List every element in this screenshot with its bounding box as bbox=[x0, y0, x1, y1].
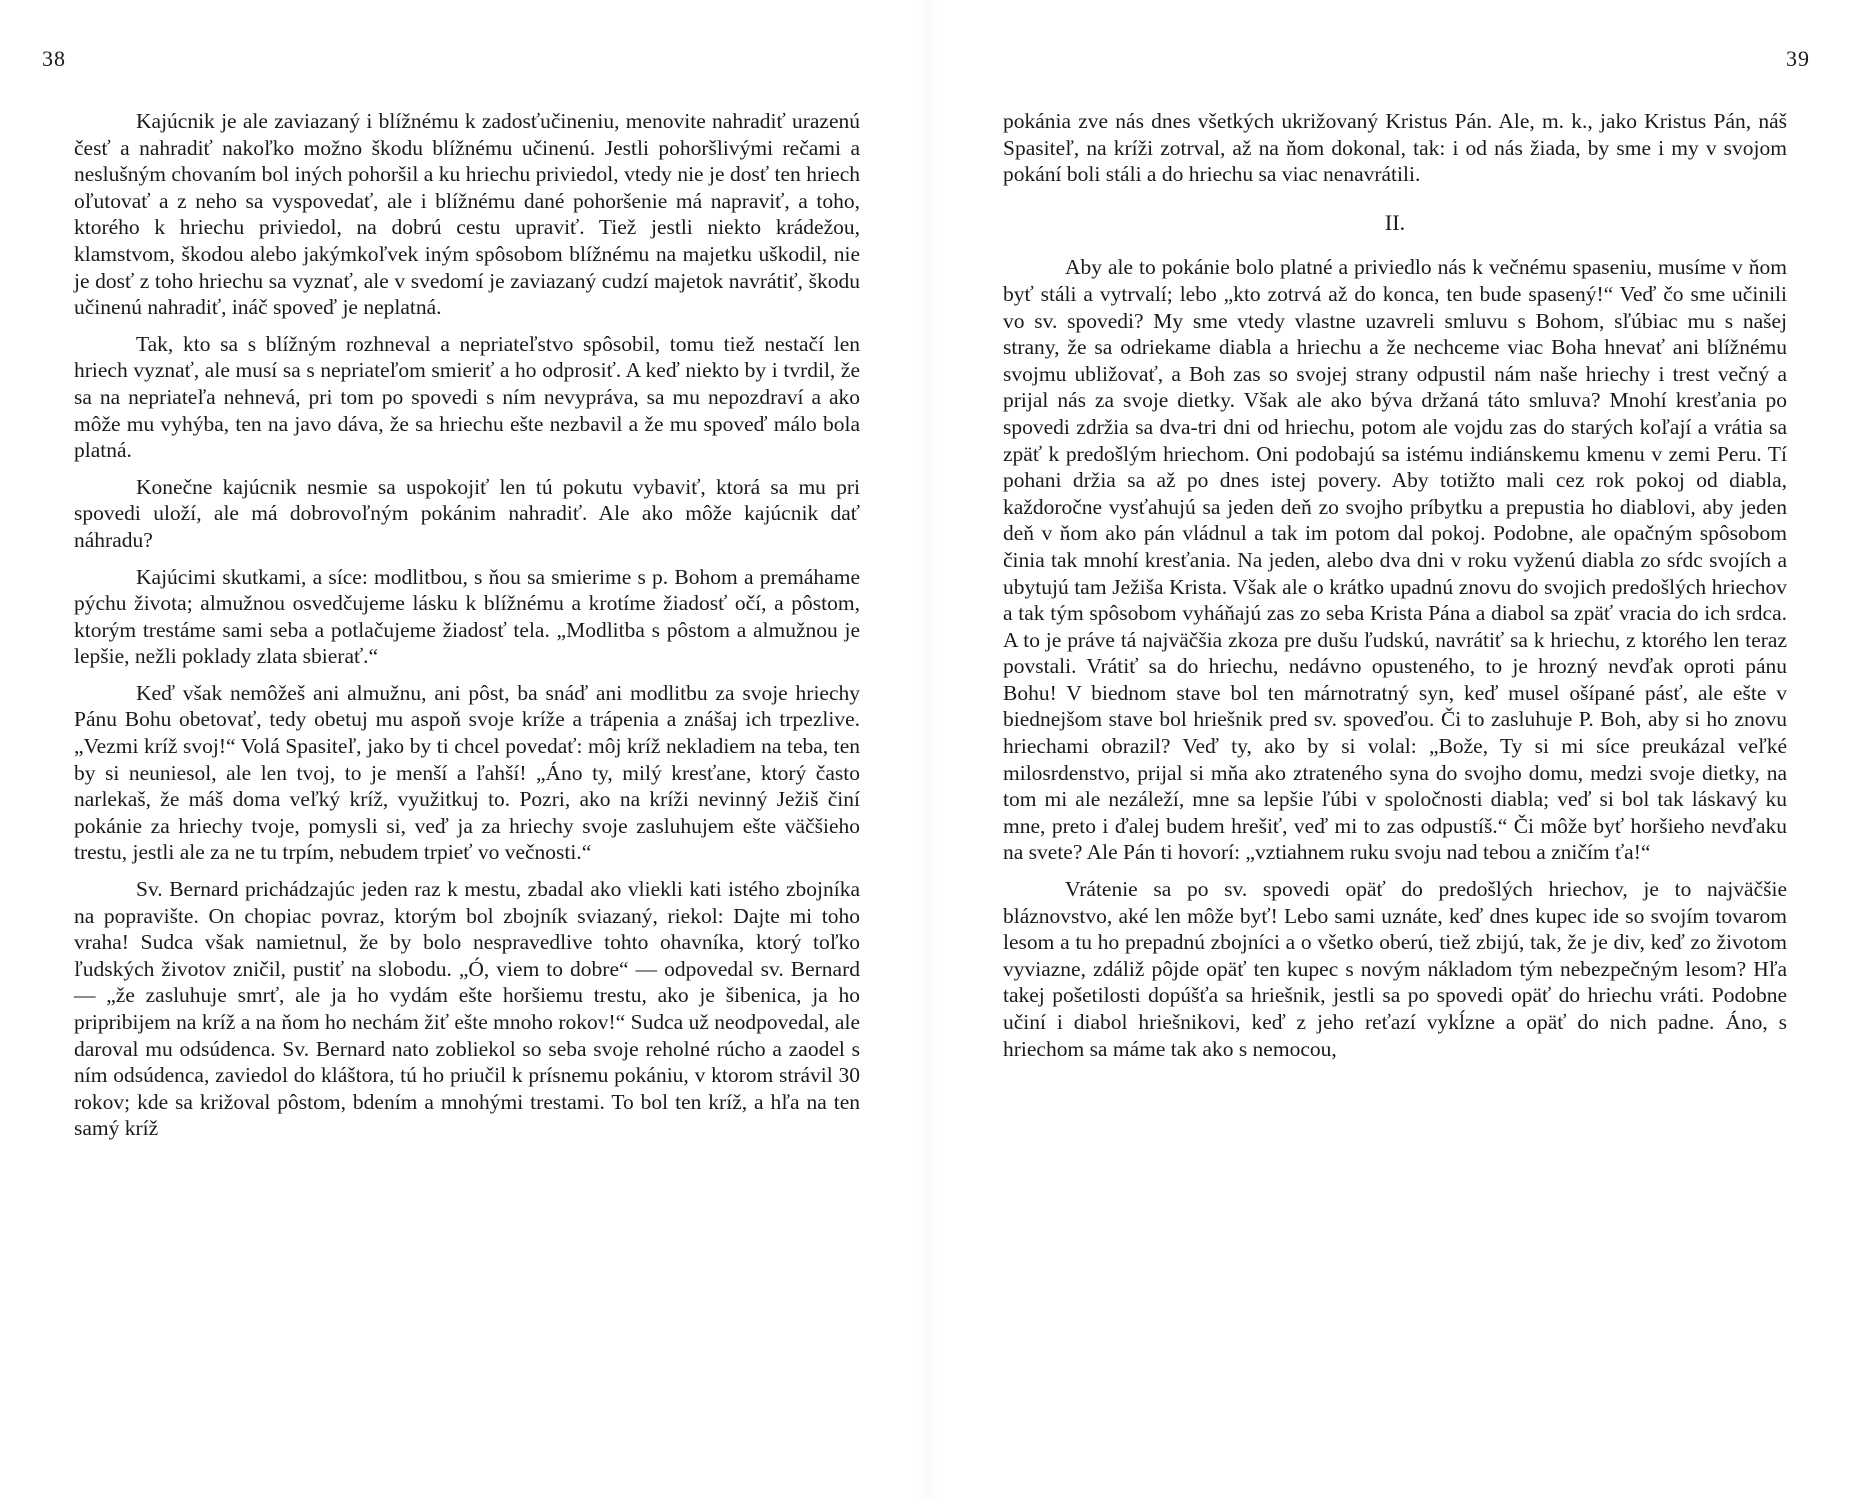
page-number-left: 38 bbox=[42, 46, 66, 71]
right-page bbox=[928, 0, 1856, 1500]
paragraph: Konečne kajúcnik nesmie sa uspokojiť len tú pokutu vybaviť, ktorá sa mu pri spovedi uloží, ale má dobrovoľným pokánim nahradiť. Ale ako môže kajúcnik dať náhradu? bbox=[74, 474, 860, 552]
paragraph: Sv. Bernard prichádzajúc jeden raz k mestu, zbadal ako vliekli kati istého zbojníka na popravište. On chopiac povraz, ktorým bol zbojník sviazaný, riekol: Dajte mi toho vraha! Sudca však namietnul, že by bolo nespravedlive tohto ohavníka, ktorý toľko ľudských životov zničil, pustiť na slobodu. „Ó, viem to dobre“ — odpovedal sv. Bernard — „že zasluhuje smrť, ale ja ho vydám ešte horšiemu trestu, ako je šibenica, ja ho pripribijem na kríž a na ňom ho nechám žiť ešte mnoho rokov!“ Sudca už neodpovedal, ale daroval mu odsúdenca. Sv. Bernard nato zobliekol so seba svoje reholné rúcho a zaodel s ním odsúdenca, zaviedol do kláštora, tú ho priučil k prísnemu pokániu, v ktorom strávil 30 rokov; kde sa križoval pôstom, bdením a mnohými trestami. To bol ten kríž, a hľa na ten samý kríž bbox=[74, 877, 860, 1141]
paragraph-continued: pokánia zve nás dnes všetkých ukrižovaný Kristus Pán. Ale, m. k., jako Kristus Pán, náš Spasiteľ, na kríži zotrval, až na ňom dokonal, tak: i od nás žiada, by sme i my v svojom pokání boli stáli a do hriechu sa viac nenavrátili. bbox=[1003, 109, 1787, 187]
paragraph: Kajúcnik je ale zaviazaný i blížnému k zadosťučineniu, menovite nahradiť urazenú česť a nahradiť nakoľko možno škodu blížnému učinenú. Jestli pohoršlivými rečami a neslušným chovaním bol iných pohoršil a ku hriechu priviedol, vtedy nie je dosť ten hriech oľutovať a z neho sa vyspovedať, ale i blížnému dané pohoršenie má napraviť, a toho, ktorého k hriechu priviedol, na dobrú cestu upraviť. Tiež jestli niekto krádežou, klamstvom, škodou alebo jakýmkoľvek iným spôsobom blížnému na majetku uškodil, nie je dosť z toho hriechu sa vyznať, ale v svedomí je zaviazaný cudzí majetok navrátiť, škodu učinenú nahradiť, ináč spoveď je neplatná. bbox=[74, 109, 860, 320]
paragraph: Tak, kto sa s blížným rozhneval a nepriateľstvo spôsobil, tomu tiež nestačí len hriech vyznať, ale musí sa s nepriateľom smieriť a ho odprosiť. A keď niekto by i tvrdil, že sa na nepriateľa nehnevá, pri tom po spovedi s ním nevyprávа, sa mu nepozdraví a ako môže mu vyhýba, ten na javo dáva, že sa hriechu ešte nezbavil a že mu spoveď málo bola platná. bbox=[74, 331, 860, 463]
paragraph: Vrátenie sa po sv. spovedi opäť do predošlých hriechov, je to najväčšie bláznovstvo, aké len môže byť! Lebo sami uznáte, keď dnes kupec ide so svojím tovarom lesom a tu ho prepadnú zbojníci a o všetko oberú, tiež zbijú, tak, že je div, keď zo životom vyviazne, zdáliž pôjde opäť ten kupec s novým nákladom tým nebezpečným lesom? Hľa takej pošetilosti dopúšťa sa hriešnik, jestli sa po spovedi opäť do hriechu vráti. Podobne učiní i diabol hriešnikovi, keď z jeho reťazí vykĺzne a opäť do nich padne. Áno, s hriechom sa máme tak ako s nemocou, bbox=[1003, 877, 1787, 1061]
paragraph: Kajúcimi skutkami, a síce: modlitbou, s ňou sa smierime s p. Bohom a premáhame pýchu života; almužnou osvedčujeme lásku k blížnému a krotíme žiadosť očí, a pôstom, ktorým trestáme sami seba a potlačujeme žiadosť tela. „Modlitba s pôstom a almužnou je lepšie, nežli poklady zlata sbierať.“ bbox=[74, 564, 860, 669]
right-page-body bbox=[1003, 108, 1787, 1062]
page-number-right: 39 bbox=[1786, 46, 1810, 71]
paragraph: Keď však nemôžeš ani almužnu, ani pôst, ba snáď ani modlitbu za svoje hriechy Pánu Bohu obetovať, tedy obetuj mu aspoň svoje kríže a trápenia a znášaj ich trpezlive. „Vezmi kríž svoj!“ Volá Spasiteľ, jako by ti chcel povedať: môj kríž nekladiem na teba, ten by si neuniesol, ale len tvoj, to je menší a ľahší! „Áno ty, milý kresťane, ktorý často narlekaš, že máš doma veľký kríž, využitkuj to. Pozri, ako na kríži nevinný Ježiš činí pokánie za hriechy tvoje, pomysli si, veď ja za hriechy svoje zasluhujem ešte väčšieho trestu, jestli ale za ne tu trpím, nebudem trpieť vo večnosti.“ bbox=[74, 680, 860, 865]
section-heading: II. bbox=[1384, 209, 1406, 235]
left-page-body bbox=[74, 108, 860, 1142]
paragraph: Aby ale to pokánie bolo platné a priviedlo nás k večnému spaseniu, musíme v ňom byť stáli a vytrvalí; lebo „kto zotrvá až do konca, ten bude spasený!“ Veď čo sme učinili vo sv. spovedi? My sme vtedy vlastne uzavreli smluvu s Bohom, sľúbiac mu s našej strany, že sa odriekame diabla a hriechu a že nechceme viac Boha hnevať ani blížnému svojmu ubližovať, a Boh zas so svojej strany odpustil nám naše hriechy i trest večný a prijal nás za svoje dietky. Však ale ako býva držaná táto smluva? Mnohí kresťania po spovedi zdržia sa dva-tri dni od hriechu, potom ale vojdu zas do starých koľají a vrátia sa zpäť k predošlým hriechom. Oni podobajú sa istému indiánskemu kmenu v zemi Peru. Tí pohani držia sa až po dnes istej povery. Aby totižto mali cez rok pokoj od diabla, každoročne vysťahujú sa jeden deň zo svojho príbytku a prepustia ho diablovi, aby jeden deň v ňom ako pán vládnul a tak im potom dal pokoj. Podobne, ale opačným spôsobom činia tak mnohí kresťania. Na jeden, alebo dva dni v roku vyženú diabla zo sŕdc svojích a ubytujú tam Ježiša Krista. Však ale o krátko upadnú znovu do svojich predošlých hriechov a tak tým spôsobom vyháňajú zas zo seba Krista Pána a diabol sa zpäť vracia do ich srdca. A to je práve tá najväčšia zkoza pre dušu ľudskú, navrátiť sa k hriechu, z ktorého len teraz povstali. Vrátiť sa do hriechu, nedávno opusteného, to je hrozný nevďak oproti pánu Bohu! V biednom stave bol ten márnotratný syn, keď musel ošípané pásť, ale ešte v biednejšom stave bol hriešnik pred sv. spoveďou. Či to zasluhuje P. Boh, aby si ho znovu hriechami obrazil? Veď ty, ako by si volal: „Bože, Ty si mi síce preukázal veľké milosrdenstvo, prijal si mňa ako ztrateného syna do svojho domu, medzi svoje dietky, na tom mi ale nezáleží, mne sa lepšie ľúbi v spoločnosti diabla; veď si bol tak láskavý ku mne, preto i ďalej budem hrešiť, veď mi to zas odpustíš.“ Či môže byť horšieho nevďaku na svete? Ale Pán ti hovorí: „vztiahnem ruku svoju nad tebou a zničím ťa!“ bbox=[1003, 255, 1787, 865]
